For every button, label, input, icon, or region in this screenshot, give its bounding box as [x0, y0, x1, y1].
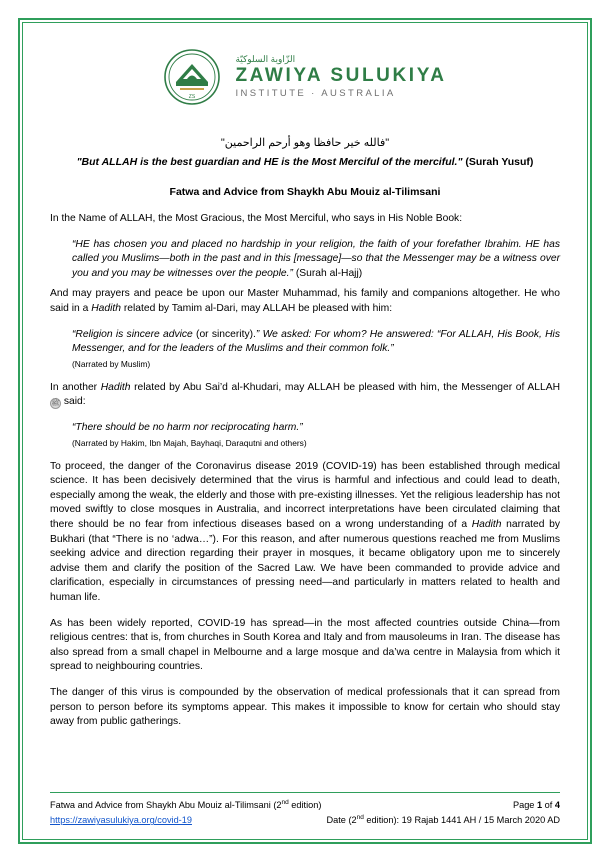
peace-be-upon-him-icon: ﷺ	[51, 400, 60, 408]
quote-hadith-sincere-advice-plain: (or sincerity).	[192, 328, 256, 340]
footer-date-ordinal: nd	[356, 814, 364, 822]
attribution-muslim: (Narrated by Muslim)	[72, 358, 151, 369]
footer-covid-link[interactable]: https://zawiyasulukiya.org/covid-19	[50, 815, 192, 826]
footer-page-total: 4	[554, 800, 560, 811]
document-content	[50, 34, 560, 828]
footer-page-label-a: Page	[512, 800, 537, 811]
zawiya-sulukiya-emblem-icon	[163, 48, 221, 106]
quote-hadith-sincere-advice	[72, 328, 560, 357]
verse-translation-source: (Surah Yusuf)	[462, 156, 534, 168]
page-title: Fatwa and Advice from Shaykh Abu Mouiz al-Tilimsani	[169, 186, 441, 198]
quote-quran-hajj-source: (Surah al-Hajj)	[292, 267, 363, 279]
paragraph-covid-danger-b: narrated by Bukhari (that “There is no ‘adwa…”). For this reason, and after numerous questions reached me from Muslims seeking advice and direction regarding their prayer in mosques, it became obligatory upon me to sincerely advise them and clarify the position of the Sacred Law. We have been commanded to provide advice and clarification, especially in circumstances of pressing need—and particularly in matters related to health and human life.	[50, 518, 560, 604]
footer-date	[327, 813, 561, 828]
paragraph-another-hadith-c: said:	[61, 396, 86, 408]
footer-date-b: edition): 19 Rajab 1441 AH / 15 March 2020 AD	[363, 815, 560, 826]
logo-text-block	[235, 55, 446, 99]
term-hadith-1: Hadith	[91, 303, 121, 315]
paragraph-salutation-b: related by Tamim al-Dari, may ALLAH be pleased with him:	[120, 303, 393, 315]
paragraph-salutation	[50, 287, 560, 316]
quote-quran-hajj-text: “HE has chosen you and placed no hardship in your religion, the faith of your forefather Ibrahim. HE has called you Muslims—both in the past and in this [message]—so that the Messenger may be a witness over you and you may be witnesses over the people.”	[72, 238, 560, 279]
paragraph-another-hadith-b: related by Abu Sai’d al-Khudari, may ALLAH be pleased with him, the Messenger of ALLAH	[130, 381, 561, 393]
footer-row-bottom	[50, 813, 560, 828]
footer-document-title-b: edition)	[288, 800, 322, 811]
quote-hadith-sincere-advice-a: “Religion is sincere advice	[72, 328, 193, 340]
quote-hadith-sincere-advice-b: ” We asked: For whom? He answered: “For ALLAH, His Book, His Messenger, and for the leaders of the Muslims and their common folk.”	[72, 328, 560, 355]
footer-page-label-b: of	[542, 800, 555, 811]
footer-date-a: Date (2	[326, 815, 357, 826]
quote-quran-hajj	[72, 238, 560, 282]
verse-translation-italic: "But ALLAH is the best guardian and HE is the Most Merciful of the merciful."	[76, 156, 463, 168]
quote-hadith-no-harm: “There should be no harm nor reciprocating harm.”	[72, 422, 303, 434]
term-hadith-2: Hadith	[100, 381, 131, 393]
paragraph-covid-danger-a: To proceed, the danger of the Coronavirus disease 2019 (COVID-19) has been established through medical science. It has been decisively determined that the virus is harmful and infectious and could lead to death, especially among the weak, the elderly and those with pre-existing illnesses. Yet the religious leadership has not moved swiftly to close mosques in Australia, and incorrect interpretations have been circulated claiming that there should be no fear from infectious diseases based on a wrong understanding of a	[50, 460, 560, 530]
logo-arabic-text: الزّاوية السلوكيّة	[235, 53, 296, 64]
paragraph-another-hadith-a: In another	[50, 381, 101, 393]
logo-institute-subtitle: INSTITUTE · AUSTRALIA	[235, 88, 396, 100]
footer-page-number	[513, 799, 560, 813]
footer-row-top	[50, 798, 560, 813]
attribution-no-harm: (Narrated by Hakim, Ibn Majah, Bayhaqi, Daraqutni and others)	[72, 437, 307, 448]
paragraph-asymptomatic-spread: The danger of this virus is compounded by the observation of medical professionals that it can spread from person to person before its symptoms appear. This makes it impossible to know for certain who should stay away from public gatherings.	[50, 687, 560, 728]
footer-edition-ordinal: nd	[281, 799, 289, 807]
paragraph-covid-danger	[50, 460, 560, 606]
page-footer	[50, 792, 560, 828]
footer-document-title-a: Fatwa and Advice from Shaykh Abu Mouiz al-Tilimsani (2	[50, 800, 282, 811]
paragraph-another-hadith	[50, 381, 560, 410]
paragraph-salutation-a: And may prayers and peace be upon our Master Muhammad, his family and companions altogether. He who said in a	[50, 288, 560, 315]
footer-page-current: 1	[536, 800, 543, 811]
paragraph-spread-report: As has been widely reported, COVID-19 has spread—in the most affected countries outside China—from religious centres: that is, from churches in South Korea and Italy and from mausoleums in Iran. The disease has also spread from a small chapel in Melbourne and a large mosque and da’wa centre in Malaysia from which it spread to neighbouring countries.	[50, 617, 560, 673]
verse-translation	[50, 156, 560, 168]
footer-document-title	[50, 798, 321, 813]
svg-text:ZS: ZS	[189, 94, 196, 100]
logo-institute-name: ZAWIYA SULUKIYA	[235, 65, 447, 87]
document-header	[50, 34, 560, 112]
paragraph-intro: In the Name of ALLAH, the Most Gracious, the Most Merciful, who says in His Noble Book:	[50, 213, 463, 224]
term-hadith-3: Hadith	[471, 518, 502, 530]
arabic-verse: "فالله خير حافظا وهو أرحم الراحمين"	[220, 137, 390, 149]
